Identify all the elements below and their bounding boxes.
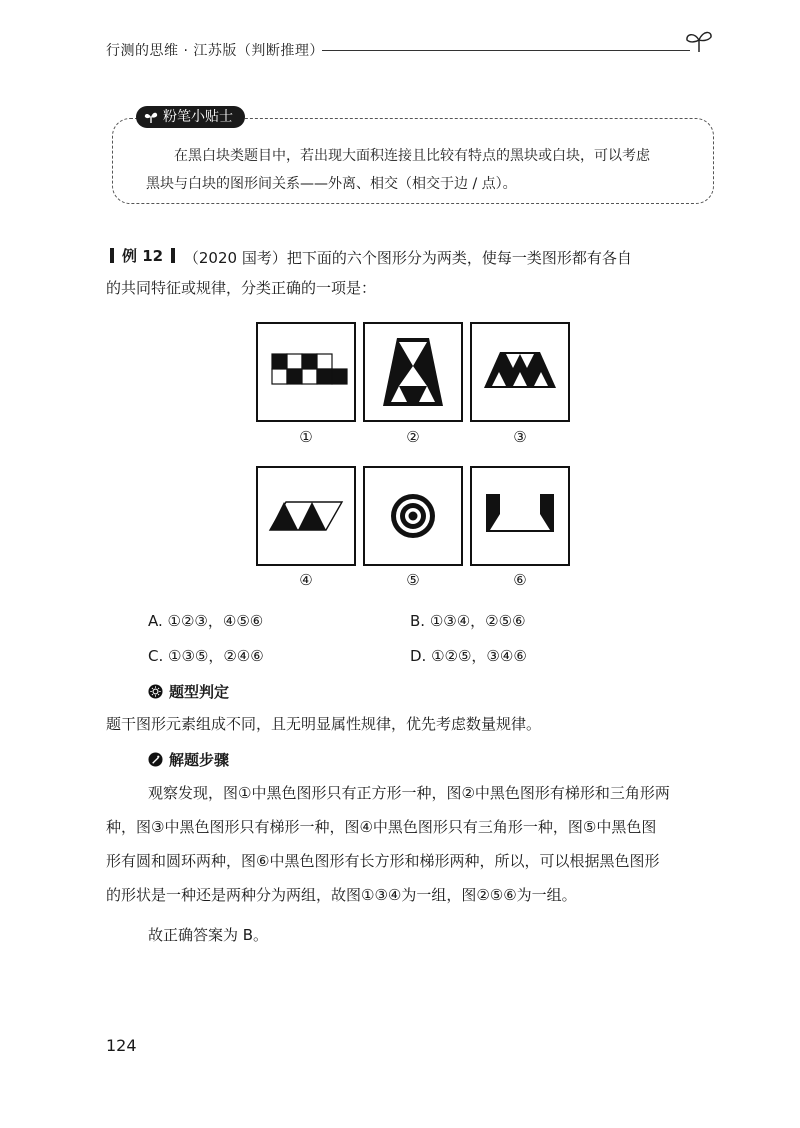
steps-line-3: 形有圆和圆环两种，图⑥中黑色图形有长方形和梯形两种，所以，可以根据黑色图形 [106, 852, 660, 870]
section-steps-heading [148, 749, 229, 770]
tip-text [146, 142, 696, 198]
section-steps-title: 解题步骤 [169, 751, 230, 769]
question-line-2: 的共同特征或规律，分类正确的一项是： [106, 279, 377, 297]
figure-label-2: ② [406, 428, 420, 446]
running-header: 行测的思维 · 江苏版（判断推理） [106, 43, 324, 59]
figure-1 [256, 322, 356, 422]
steps-line-1: 观察发现，图①中黑色图形只有正方形一种，图②中黑色图形有梯形和三角形两 [148, 784, 670, 802]
steps-line-2: 种，图③中黑色图形只有梯形一种，图④中黑色图形只有三角形一种，图⑤中黑色图 [106, 818, 657, 836]
tip-line-2: 黑块与白块的图形间关系——外离、相交（相交于边 / 点）。 [146, 176, 517, 192]
figure-5 [363, 466, 463, 566]
pen-icon [148, 752, 163, 767]
option-c: C. ①③⑤，②④⑥ [148, 647, 264, 665]
answer-text: 故正确答案为 B。 [148, 926, 269, 944]
section-type-heading [148, 681, 229, 702]
tip-line-1: 在黑白块类题目中，若出现大面积连接且比较有特点的黑块或白块，可以考虑 [174, 148, 650, 164]
option-a: A. ①②③，④⑤⑥ [148, 612, 264, 630]
figure-6 [470, 466, 570, 566]
option-b: B. ①③④，②⑤⑥ [410, 612, 526, 630]
page-number: 124 [106, 1036, 137, 1055]
example-tag-text: 例 12 [122, 247, 164, 265]
question-text-1: （2020 国考）把下面的六个图形分为两类，使每一类图形都有各自 [183, 249, 632, 267]
tip-label [136, 106, 245, 128]
figure-label-3: ③ [513, 428, 527, 446]
figure-2 [363, 322, 463, 422]
steps-line-4: 的形状是一种还是两种分为两组，故图①③④为一组，图②⑤⑥为一组。 [106, 886, 577, 904]
figure-label-5: ⑤ [406, 571, 420, 589]
figure-label-1: ① [299, 428, 313, 446]
figure-3 [470, 322, 570, 422]
sun-icon [148, 684, 163, 699]
option-d: D. ①②⑤，③④⑥ [410, 647, 527, 665]
tip-label-text: 粉笔小贴士 [163, 109, 233, 125]
figure-label-4: ④ [299, 571, 313, 589]
figure-4 [256, 466, 356, 566]
header-rule [322, 50, 690, 51]
example-tag [106, 245, 179, 266]
question-line-1 [106, 245, 632, 268]
section-type-text: 题干图形元素组成不同，且无明显属性规律，优先考虑数量规律。 [106, 715, 542, 733]
figure-label-6: ⑥ [513, 571, 527, 589]
sprout-icon [144, 110, 158, 124]
sprout-icon [684, 28, 714, 54]
example-bar-right [171, 248, 175, 263]
example-bar-left [110, 248, 114, 263]
section-type-title: 题型判定 [169, 683, 230, 701]
